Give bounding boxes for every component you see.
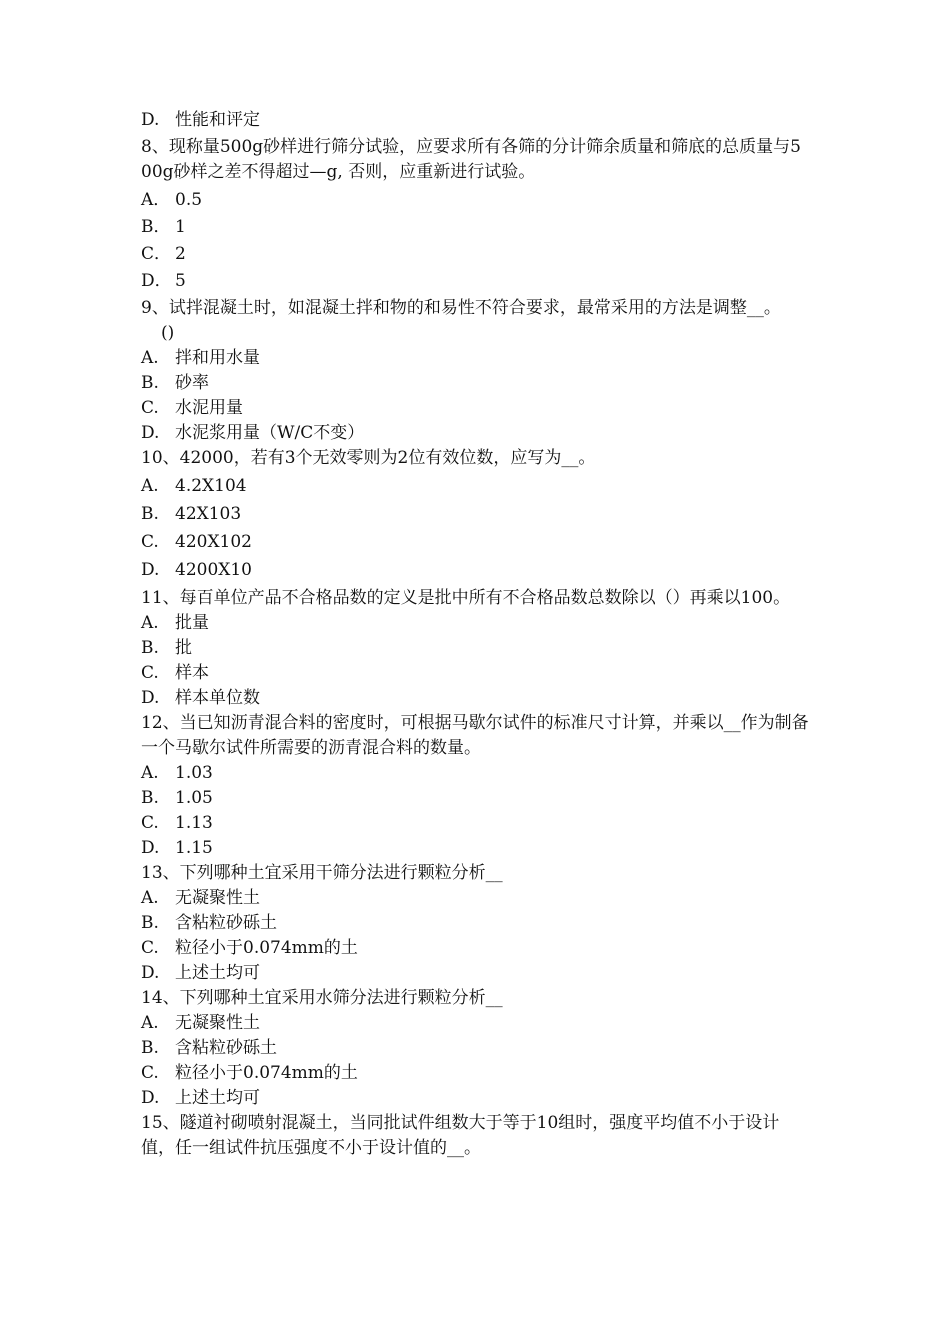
option-label: C. — [141, 813, 159, 833]
question-9: 9、试拌混凝土时，如混凝土拌和物的和易性不符合要求，最常采用的方法是调整__。 — [141, 298, 781, 318]
option-text: 含粘粒砂砾土 — [175, 1038, 277, 1058]
option-line — [141, 215, 813, 240]
option-text: 1.13 — [175, 813, 213, 833]
option-line — [141, 836, 813, 861]
option-line — [141, 346, 813, 371]
option-line — [141, 421, 813, 446]
option-text: 1.15 — [175, 838, 213, 858]
option-text: 上述土均可 — [175, 963, 260, 983]
option-line — [141, 761, 813, 786]
option-text: 拌和用水量 — [175, 348, 260, 368]
option-label: D. — [141, 688, 160, 708]
option-line — [141, 1086, 813, 1111]
option-text: 无凝聚性土 — [175, 1013, 260, 1033]
option-text: 0.5 — [175, 190, 203, 210]
option-label: C. — [141, 938, 159, 958]
option-text: 粒径小于0.074mm的土 — [175, 1063, 358, 1083]
option-label: A． — [141, 190, 171, 210]
option-line — [141, 611, 813, 636]
option-label: B. — [141, 913, 159, 933]
option-label: A. — [141, 888, 159, 908]
question-13: 13、下列哪种土宜采用干筛分法进行颗粒分析__ — [141, 863, 503, 883]
option-text: 上述土均可 — [175, 1088, 260, 1108]
option-text: 1.05 — [175, 788, 213, 808]
option-line — [141, 1036, 813, 1061]
option-label: C. — [141, 532, 159, 552]
option-line — [141, 242, 813, 267]
option-label: D. — [141, 1088, 160, 1108]
question-10: 10、42000，若有3个无效零则为2位有效位数，应写为__。 — [141, 448, 596, 468]
option-line — [141, 886, 813, 911]
option-text: 水泥浆用量（W/C不变） — [175, 423, 365, 443]
option-label: D. — [141, 560, 160, 580]
document-page — [141, 108, 813, 1161]
option-line — [141, 269, 813, 294]
option-line — [141, 371, 813, 396]
option-line — [141, 911, 813, 936]
option-text: 42X103 — [175, 504, 242, 524]
option-text: 批量 — [175, 613, 209, 633]
option-text: 4200X10 — [175, 560, 252, 580]
question-12: 12、当已知沥青混合料的密度时，可根据马歇尔试件的标准尺寸计算，并乘以__作为制备一个马歇尔试件所需要的沥青混合料的数量。 — [141, 713, 809, 758]
option-text: 水泥用量 — [175, 398, 243, 418]
option-line — [141, 1061, 813, 1086]
option-line — [141, 961, 813, 986]
option-text: 5 — [175, 271, 186, 291]
option-line — [141, 396, 813, 421]
option-text: 1 — [175, 217, 186, 237]
option-line — [141, 636, 813, 661]
option-label: B. — [141, 373, 159, 393]
option-label: A. — [141, 763, 159, 783]
option-label: C. — [141, 663, 159, 683]
option-text: 含粘粒砂砾土 — [175, 913, 277, 933]
option-label: D. — [141, 423, 160, 443]
option-label: C. — [141, 1063, 159, 1083]
option-line — [141, 936, 813, 961]
option-line — [141, 558, 813, 583]
question-14: 14、下列哪种土宜采用水筛分法进行颗粒分析__ — [141, 988, 503, 1008]
question-15: 15、隧道衬砌喷射混凝土，当同批试件组数大于等于10组时，强度平均值不小于设计值，任一组试件抗压强度不小于设计值的__。 — [141, 1113, 780, 1158]
option-label: A. — [141, 613, 159, 633]
option-line — [141, 661, 813, 686]
option-label: D. — [141, 963, 160, 983]
question-8: 8、现称量500g砂样进行筛分试验，应要求所有各筛的分计筛余质量和筛底的总质量与500g砂样之差不得超过—g, 否则，应重新进行试验。 — [141, 137, 801, 182]
option-text: 粒径小于0.074mm的土 — [175, 938, 358, 958]
option-text: 2 — [175, 244, 186, 264]
option-text: 样本单位数 — [175, 688, 260, 708]
option-label: C． — [141, 244, 172, 264]
question-11: 11、每百单位产品不合格品数的定义是批中所有不合格品数总数除以（）再乘以100。 — [141, 588, 791, 608]
option-line — [141, 1011, 813, 1036]
option-line — [141, 811, 813, 836]
option-text: 无凝聚性土 — [175, 888, 260, 908]
option-label: B. — [141, 504, 159, 524]
option-label: B. — [141, 1038, 159, 1058]
option-label: D. — [141, 838, 160, 858]
option-line — [141, 686, 813, 711]
option-text: 4.2X104 — [175, 476, 247, 496]
option-text: 420X102 — [175, 532, 252, 552]
option-text: 批 — [175, 638, 192, 658]
option-text: 1.03 — [175, 763, 213, 783]
option-label: B. — [141, 638, 159, 658]
option-label: C. — [141, 398, 159, 418]
option-label: A. — [141, 348, 159, 368]
option-label: D． — [141, 271, 172, 291]
option-text: 性能和评定 — [175, 110, 260, 130]
option-line — [141, 188, 813, 213]
answer-paren: () — [161, 323, 175, 343]
option-label: B． — [141, 217, 171, 237]
option-line — [141, 786, 813, 811]
option-label: D. — [141, 110, 160, 130]
option-label: B. — [141, 788, 159, 808]
option-text: 样本 — [175, 663, 209, 683]
option-line — [141, 108, 813, 133]
option-text: 砂率 — [175, 373, 209, 393]
option-line — [141, 530, 813, 555]
option-label: A. — [141, 476, 159, 496]
option-label: A. — [141, 1013, 159, 1033]
option-line — [141, 474, 813, 499]
option-line — [141, 502, 813, 527]
